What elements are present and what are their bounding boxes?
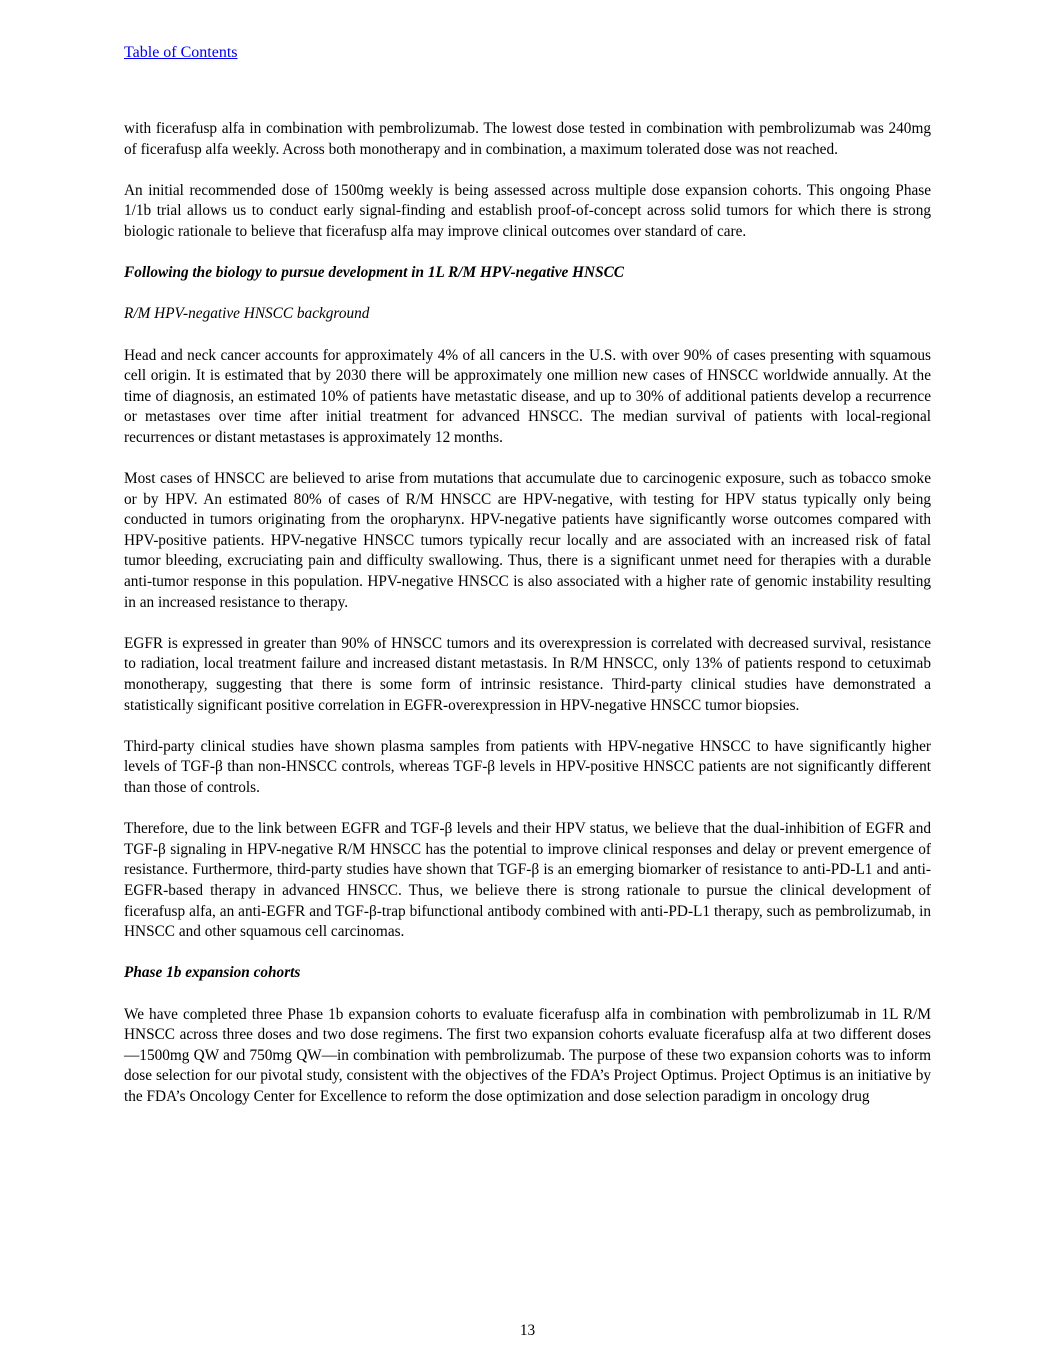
paragraph: Therefore, due to the link between EGFR and TGF-β levels and their HPV status, we believe that the dual-inhibition of EGFR and TGF-β signaling in HPV-negative R/M HNSCC has the potential to improve clinical responses and delay or prevent emergence of resistance. Furthermore, third-party studies have shown that TGF-β is an emerging biomarker of resistance to anti-PD-L1 and anti-EGFR-based therapy in advanced HNSCC. Thus, we believe there is strong rationale to pursue the clinical development of ficerafusp alfa, an anti-EGFR and TGF-β-trap bifunctional antibody combined with anti-PD-L1 therapy, such as pembrolizumab, in HNSCC and other squamous cell carcinomas. <box>124 820 931 941</box>
page-number: 13 <box>519 1322 536 1339</box>
table-of-contents-link[interactable]: Table of Contents <box>124 44 238 61</box>
section-heading: Phase 1b expansion cohorts <box>124 964 301 982</box>
paragraph: We have completed three Phase 1b expansion cohorts to evaluate ficerafusp alfa in combination with pembrolizumab in 1L R/M HNSCC across three doses and two dose regimens. The first two expansion cohorts evaluate ficerafusp alfa at two different doses—1500mg QW and 750mg QW—in combination with pembrolizumab. The purpose of these two expansion cohorts was to inform dose selection for our pivotal study, consistent with the objectives of the FDA’s Project Optimus. Project Optimus is an initiative by the FDA’s Oncology Center for Excellence to reform the dose optimization and dose selection paradigm in oncology drug <box>124 1005 931 1105</box>
paragraph: with ficerafusp alfa in combination with pembrolizumab. The lowest dose tested in combination with pembrolizumab was 240mg of ficerafusp alfa weekly. Across both monotherapy and in combination, a maximum tolerated dose was not reached. <box>124 120 931 158</box>
paragraph: An initial recommended dose of 1500mg weekly is being assessed across multiple dose expansion cohorts. This ongoing Phase 1/1b trial allows us to conduct early signal-finding and establish proof-of-concept across solid tumors for which there is strong biologic rationale to believe that ficerafusp alfa may improve clinical outcomes over standard of care. <box>124 181 931 240</box>
paragraph: Third-party clinical studies have shown plasma samples from patients with HPV-negative HNSCC to have significantly higher levels of TGF-β than non-HNSCC controls, whereas TGF-β levels in HPV-positive HNSCC patients are not significantly different than those of controls. <box>124 737 931 796</box>
paragraph: Most cases of HNSCC are believed to arise from mutations that accumulate due to carcinogenic exposure, such as tobacco smoke or by HPV. An estimated 80% of cases of R/M HNSCC are HPV-negative, with testing for HPV status typically only being conducted in tumors originating from the oropharynx. HPV-negative patients have significantly worse outcomes compared with HPV-positive patients. HPV-negative HNSCC tumors typically recur locally and are associated with an increased risk of fatal tumor bleeding, excruciating pain and difficulty swallowing. Thus, there is a significant unmet need for therapies with a durable anti-tumor response in this population. HPV-negative HNSCC is also associated with a higher rate of genomic instability resulting in an increased resistance to therapy. <box>124 470 931 611</box>
paragraph: Head and neck cancer accounts for approximately 4% of all cancers in the U.S. with over 90% of cases presenting with squamous cell origin. It is estimated that by 2030 there will be approximately one million new cases of HNSCC worldwide annually. At the time of diagnosis, an estimated 10% of patients have metastatic disease, and up to 30% of additional patients develop a recurrence or metastases over time after initial treatment for advanced HNSCC. The median survival of patients with local-regional recurrences or distant metastases is approximately 12 months. <box>124 346 931 446</box>
subsection-heading: R/M HPV-negative HNSCC background <box>124 305 370 323</box>
section-heading: Following the biology to pursue development in 1L R/M HPV-negative HNSCC <box>124 264 625 282</box>
document-body <box>124 119 931 1128</box>
paragraph: EGFR is expressed in greater than 90% of HNSCC tumors and its overexpression is correlated with decreased survival, resistance to radiation, local treatment failure and increased distant metastasis. In R/M HNSCC, only 13% of patients respond to cetuximab monotherapy, suggesting that there is some form of intrinsic resistance. Third-party clinical studies have demonstrated a statistically significant positive correlation in EGFR-overexpression in HPV-negative HNSCC tumor biopsies. <box>124 634 931 714</box>
